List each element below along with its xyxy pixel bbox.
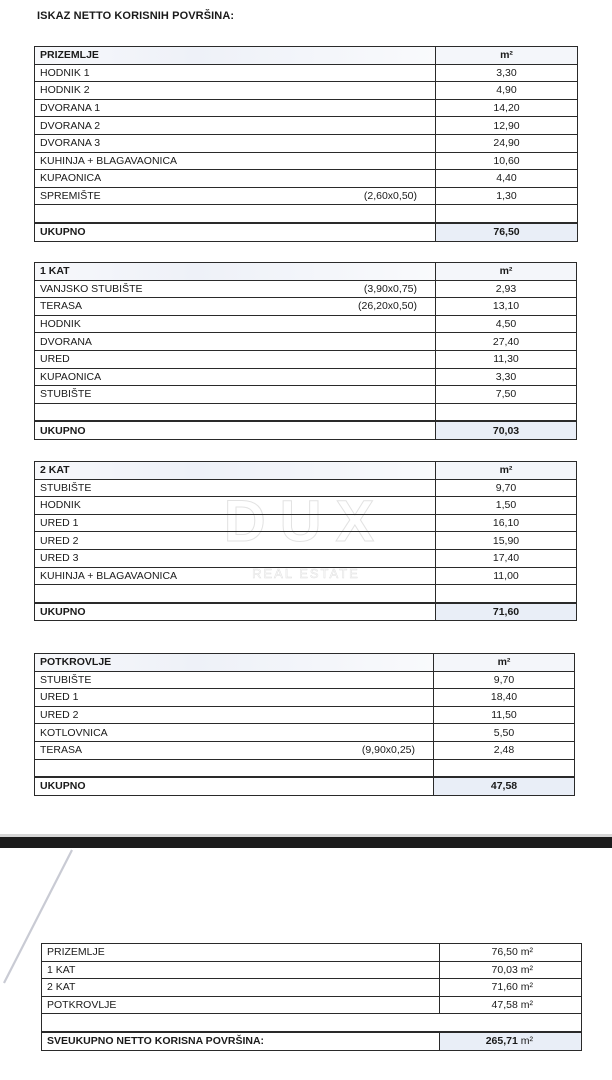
table-row [35,315,577,333]
room-name-cell [35,386,436,404]
room-name-cell [35,64,436,82]
summary-row [42,944,582,962]
summary-row [42,979,582,997]
table-potkrovlje [34,653,575,796]
room-name-cell [35,117,436,135]
table-header-row [35,654,575,672]
summary-row [42,996,582,1014]
empty-row [35,403,577,421]
unit-header: m² [434,654,575,672]
room-area: 3,30 [436,368,577,386]
grand-total-row [42,1032,582,1050]
room-area: 1,30 [436,187,578,205]
grand-total-cell [440,1032,582,1050]
table-row [35,64,578,82]
room-area: 11,30 [436,350,577,368]
total-value: 71,60 [436,603,577,621]
room-area: 9,70 [434,671,575,689]
floor-name: PRIZEMLJE [35,47,436,65]
room-area: 5,50 [434,724,575,742]
total-label: UKUPNO [35,603,436,621]
empty-cell [35,759,434,777]
grand-total-value: 265,71 [485,1035,518,1048]
table-row [35,689,575,707]
room-name: HODNIK 1 [40,66,90,79]
unit-header: m² [436,462,577,480]
room-name-cell [35,724,434,742]
room-name-cell [35,497,436,515]
room-name: URED 3 [40,552,79,565]
room-name: URED [40,353,70,366]
room-area: 9,70 [436,479,577,497]
room-name-cell [35,170,436,188]
total-label: UKUPNO [35,777,434,795]
room-name: TERASA [40,300,83,313]
table-header-row [35,462,577,480]
room-name: HODNIK [40,318,81,331]
total-row [35,223,578,241]
unit-header: m² [436,47,578,65]
room-area: 13,10 [436,298,577,316]
room-area: 3,30 [436,64,578,82]
room-name-cell [35,134,436,152]
total-value: 70,03 [436,421,577,439]
table-row [35,333,577,351]
summary-floor-name: PRIZEMLJE [42,944,440,962]
room-dimensions: (2,60x0,50) [363,189,417,202]
table-row [35,82,578,100]
table-row [35,724,575,742]
room-area: 7,50 [436,386,577,404]
summary-area-cell [440,944,582,962]
table-row [35,497,577,515]
table-row [35,117,578,135]
room-name: URED 1 [40,517,79,530]
total-row [35,421,577,439]
empty-cell [42,1014,582,1032]
room-area: 14,20 [436,99,578,117]
total-value: 76,50 [436,223,578,241]
summary-area: 70,03 [491,963,518,976]
empty-row [35,205,578,223]
page-separator [0,837,612,848]
room-name: KOTLOVNICA [40,726,108,739]
room-area: 4,50 [436,315,577,333]
room-area: 24,90 [436,134,578,152]
room-name: SPREMIŠTE [40,190,101,203]
table-header-row [35,47,578,65]
total-row [35,777,575,795]
summary-table [41,943,582,1051]
room-name-cell [35,333,436,351]
table-row [35,567,577,585]
room-name: KUHINJA + BLAGAVAONICA [40,569,178,582]
room-name-cell [35,532,436,550]
grand-total-label: SVEUKUPNO NETTO KORISNA POVRŠINA: [42,1032,440,1050]
room-area: 12,90 [436,117,578,135]
summary-unit: m² [520,946,533,959]
room-area: 11,00 [436,567,577,585]
room-name: DVORANA [40,335,92,348]
room-name: URED 2 [40,534,79,547]
room-area: 4,40 [436,170,578,188]
summary-unit: m² [520,999,533,1012]
room-name: URED 2 [40,709,79,722]
summary-area-cell [440,961,582,979]
summary-area-cell [440,996,582,1014]
room-name: VANJSKO STUBIŠTE [40,282,143,295]
summary-floor-name: POTKROVLJE [42,996,440,1014]
watermark-tagline: REAL ESTATE [252,566,360,581]
table-prizemlje [34,46,578,242]
room-name-cell [35,368,436,386]
room-area: 11,50 [434,706,575,724]
room-name-cell [35,280,436,298]
total-label: UKUPNO [35,421,436,439]
unit-header: m² [436,263,577,281]
room-area: 18,40 [434,689,575,707]
room-name-cell [35,514,436,532]
document-title: ISKAZ NETTO KORISNIH POVRŠINA: [37,10,235,22]
room-name: DVORANA 3 [40,137,101,150]
room-area: 15,90 [436,532,577,550]
table-row [35,298,577,316]
summary-unit: m² [520,963,533,976]
summary-area-cell [440,979,582,997]
table-row [35,187,578,205]
floor-name: 2 KAT [35,462,436,480]
room-name-cell [35,671,434,689]
summary-area: 71,60 [491,981,518,994]
empty-cell [35,403,436,421]
room-area: 17,40 [436,549,577,567]
room-name: HODNIK [40,499,81,512]
room-name: HODNIK 2 [40,84,90,97]
empty-cell [436,205,578,223]
total-label: UKUPNO [35,223,436,241]
room-name: URED 1 [40,691,79,704]
room-name: TERASA [40,744,83,757]
table-row [35,549,577,567]
table-row [35,479,577,497]
empty-row [42,1014,582,1032]
empty-cell [436,585,577,603]
room-name: KUPAONICA [40,172,102,185]
summary-unit: m² [520,981,533,994]
table-row [35,134,578,152]
room-area: 2,48 [434,741,575,759]
total-row [35,603,577,621]
empty-cell [35,205,436,223]
room-area: 1,50 [436,497,577,515]
room-area: 16,10 [436,514,577,532]
summary-floor-name: 1 KAT [42,961,440,979]
grand-total-unit: m² [520,1035,533,1048]
room-name: STUBIŠTE [40,673,92,686]
summary-area: 76,50 [491,946,518,959]
table-2-kat [34,461,577,621]
table-header-row [35,263,577,281]
summary-row [42,961,582,979]
room-dimensions: (9,90x0,25) [361,743,415,756]
total-value: 47,58 [434,777,575,795]
table-row [35,514,577,532]
room-dimensions: (26,20x0,50) [358,300,417,313]
table-row [35,706,575,724]
empty-cell [35,585,436,603]
table-row [35,386,577,404]
room-name-cell [35,315,436,333]
room-name: STUBIŠTE [40,388,92,401]
table-row [35,170,578,188]
room-name-cell [35,479,436,497]
summary-area: 47,58 [491,999,518,1012]
room-name: KUHINJA + BLAGAVAONICA [40,154,178,167]
room-name-cell [35,350,436,368]
table-1-kat [34,262,577,440]
room-name-cell [35,549,436,567]
table-row [35,152,578,170]
room-name-cell [35,298,436,316]
room-name-cell [35,567,436,585]
room-area: 4,90 [436,82,578,100]
floor-name: POTKROVLJE [35,654,434,672]
table-row [35,532,577,550]
room-name-cell [35,741,434,759]
table-row [35,368,577,386]
watermark-logo: DUX [223,489,389,554]
empty-row [35,759,575,777]
room-area: 27,40 [436,333,577,351]
table-row [35,99,578,117]
room-name-cell [35,706,434,724]
room-area: 2,93 [436,280,577,298]
room-name-cell [35,187,436,205]
room-name: KUPAONICA [40,370,102,383]
table-row [35,671,575,689]
room-area: 10,60 [436,152,578,170]
room-name: STUBIŠTE [40,481,92,494]
room-name: DVORANA 2 [40,119,101,132]
room-name-cell [35,689,434,707]
floor-name: 1 KAT [35,263,436,281]
room-name-cell [35,99,436,117]
room-name-cell [35,82,436,100]
summary-floor-name: 2 KAT [42,979,440,997]
empty-row [35,585,577,603]
room-name-cell [35,152,436,170]
table-row [35,741,575,759]
room-dimensions: (3,90x0,75) [363,282,417,295]
room-name: DVORANA 1 [40,102,101,115]
empty-cell [434,759,575,777]
table-row [35,280,577,298]
empty-cell [436,403,577,421]
table-row [35,350,577,368]
